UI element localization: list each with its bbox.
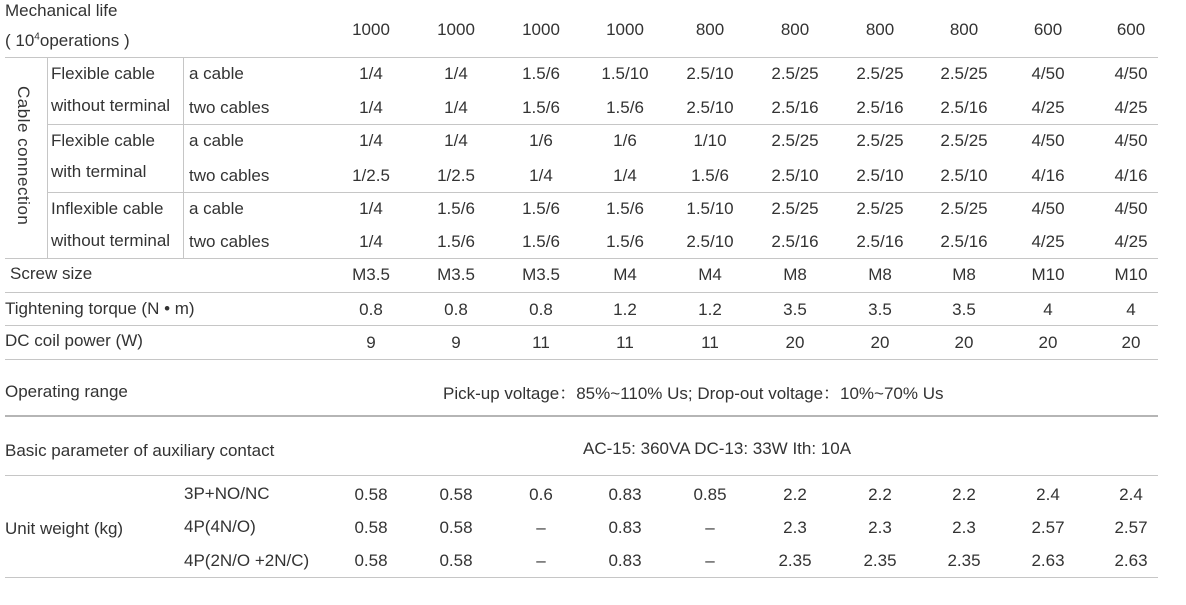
value-cell: 4/50 [1114, 199, 1148, 218]
value-cell: 0.58 [439, 551, 473, 570]
value-cell: 2.5/16 [856, 232, 904, 251]
value-cell: 4 [1043, 300, 1053, 319]
value-cell: 0.58 [354, 551, 388, 570]
value-cell: 2.5/25 [940, 64, 988, 83]
value-cell: 1/4 [359, 98, 383, 117]
cable-group-name: without terminal [51, 231, 171, 250]
value-cell: 0.8 [444, 300, 468, 319]
value-cell: 2.5/10 [771, 166, 819, 185]
value-cell: 4/50 [1031, 131, 1065, 150]
value-cell: 4/50 [1114, 131, 1148, 150]
value-cell: 1/4 [529, 166, 553, 185]
value-cell: 4/50 [1031, 64, 1065, 83]
value-cell: 1/6 [613, 131, 637, 150]
value-cell: 3.5 [952, 300, 976, 319]
value-cell: 2.5/16 [940, 232, 988, 251]
value-cell: 2.5/16 [771, 98, 819, 117]
value-cell: 1/4 [359, 131, 383, 150]
value-cell: 800 [865, 20, 895, 39]
value-cell: 1000 [522, 20, 560, 39]
value-cell: 1/4 [444, 98, 468, 117]
value-cell: 1.5/6 [437, 232, 475, 251]
value-cell: 0.8 [529, 300, 553, 319]
value-cell: 0.58 [439, 485, 473, 504]
value-cell: 1000 [606, 20, 644, 39]
value-cell: 9 [366, 333, 376, 352]
row-divider [5, 292, 1158, 293]
value-cell: 2.5/25 [771, 64, 819, 83]
value-cell: 0.58 [439, 518, 473, 537]
auxiliary-contact-label: Basic parameter of auxiliary contact [5, 441, 275, 460]
row-divider [5, 475, 1158, 476]
value-cell: 0.8 [359, 300, 383, 319]
row-divider [5, 57, 1158, 58]
value-cell: 0.83 [608, 485, 642, 504]
value-cell: 1/2.5 [352, 166, 390, 185]
unit-weight-row-label: 4P(2N/O +2N/C) [184, 551, 310, 570]
value-cell: M3.5 [352, 265, 390, 284]
cable-row-label: a cable [189, 199, 244, 218]
mechanical-life-label: Mechanical life [5, 1, 118, 20]
value-cell: 1/4 [444, 131, 468, 150]
value-cell: 1.2 [613, 300, 637, 319]
value-cell: 1000 [437, 20, 475, 39]
value-cell: 1.5/6 [606, 232, 644, 251]
value-cell: 1.5/6 [522, 64, 560, 83]
value-cell: 1.5/10 [686, 199, 734, 218]
cable-group-name: without terminal [51, 96, 171, 115]
value-cell: – [536, 551, 546, 570]
value-cell: 2.5/25 [771, 131, 819, 150]
unit-weight-label: Unit weight (kg) [5, 519, 124, 538]
tightening-torque-label: Tightening torque (N • m) [5, 299, 195, 318]
value-cell: 1.5/6 [606, 199, 644, 218]
value-cell: 2.5/25 [856, 131, 904, 150]
value-cell: 11 [701, 333, 719, 352]
operating-range-text: Pick-up voltage：85%~110% Us; Drop-out voltage：10%~70% Us [443, 384, 944, 403]
screw-size-label: Screw size [10, 264, 93, 283]
value-cell: 1/4 [444, 64, 468, 83]
value-cell: 2.2 [868, 485, 892, 504]
value-cell: 2.5/25 [856, 64, 904, 83]
value-cell: – [705, 518, 715, 537]
value-cell: 20 [1121, 333, 1141, 352]
value-cell: – [536, 518, 546, 537]
value-cell: 2.5/25 [940, 199, 988, 218]
value-cell: M8 [868, 265, 892, 284]
row-divider [5, 325, 1158, 326]
value-cell: 2.5/16 [856, 98, 904, 117]
value-cell: 2.5/25 [771, 199, 819, 218]
value-cell: 0.58 [354, 518, 388, 537]
value-cell: 1/10 [693, 131, 727, 150]
value-cell: 11 [616, 333, 634, 352]
column-divider [47, 57, 48, 258]
mechanical-life-unit: ( $10^4operations$ ) [5, 31, 130, 50]
value-cell: 2.5/25 [940, 131, 988, 150]
value-cell: 1.5/10 [601, 64, 649, 83]
value-cell: 1.5/6 [606, 98, 644, 117]
value-cell: 20 [954, 333, 974, 352]
value-cell: 0.85 [693, 485, 727, 504]
value-cell: 2.63 [1114, 551, 1148, 570]
value-cell: 2.5/10 [686, 64, 734, 83]
value-cell: M8 [952, 265, 976, 284]
value-cell: 1/6 [529, 131, 553, 150]
cable-row-label: two cables [189, 232, 270, 251]
cable-group-name: Flexible cable [51, 64, 155, 83]
cable-row-label: two cables [189, 166, 270, 185]
value-cell: 2.5/16 [940, 98, 988, 117]
value-cell: 2.3 [952, 518, 976, 537]
value-cell: 2.4 [1036, 485, 1060, 504]
cable-connection-label: Cable connection [14, 86, 33, 226]
value-cell: 2.3 [783, 518, 807, 537]
value-cell: M4 [613, 265, 637, 284]
value-cell: M4 [698, 265, 722, 284]
value-cell: 2.5/10 [856, 166, 904, 185]
unit-weight-row-label: 3P+NO/NC [184, 484, 270, 503]
value-cell: 1.5/6 [437, 199, 475, 218]
value-cell: M3.5 [437, 265, 475, 284]
dc-coil-power-label: DC coil power (W) [5, 331, 143, 350]
value-cell: 20 [1038, 333, 1058, 352]
value-cell: 4/16 [1114, 166, 1148, 185]
value-cell: 2.5/10 [940, 166, 988, 185]
value-cell: 20 [870, 333, 890, 352]
value-cell: 4/50 [1114, 64, 1148, 83]
value-cell: 2.57 [1031, 518, 1065, 537]
value-cell: 1.5/6 [522, 98, 560, 117]
value-cell: 4/25 [1114, 232, 1148, 251]
value-cell: 2.57 [1114, 518, 1148, 537]
cable-row-label: two cables [189, 98, 270, 117]
value-cell: 4/25 [1114, 98, 1148, 117]
value-cell: 0.83 [608, 518, 642, 537]
value-cell: 1/4 [613, 166, 637, 185]
row-divider [5, 577, 1158, 578]
row-divider [47, 124, 1158, 125]
value-cell: 0.6 [529, 485, 553, 504]
value-cell: 4/25 [1031, 232, 1065, 251]
value-cell: – [705, 551, 715, 570]
row-divider [5, 258, 1158, 259]
value-cell: 11 [532, 333, 550, 352]
value-cell: 4 [1126, 300, 1136, 319]
operating-range-label: Operating range [5, 382, 128, 401]
value-cell: 2.63 [1031, 551, 1065, 570]
value-cell: 1000 [352, 20, 390, 39]
value-cell: 1/4 [359, 232, 383, 251]
value-cell: 2.5/10 [686, 232, 734, 251]
value-cell: 0.83 [608, 551, 642, 570]
value-cell: 2.5/10 [686, 98, 734, 117]
value-cell: 2.3 [868, 518, 892, 537]
value-cell: 2.2 [783, 485, 807, 504]
value-cell: 600 [1033, 20, 1063, 39]
column-divider [183, 57, 184, 258]
value-cell: 1/4 [359, 199, 383, 218]
cable-group-name: Flexible cable [51, 131, 155, 150]
value-cell: 2.35 [947, 551, 981, 570]
value-cell: 20 [785, 333, 805, 352]
value-cell: M10 [1114, 265, 1148, 284]
cable-row-label: a cable [189, 131, 244, 150]
row-divider [5, 415, 1158, 417]
cable-group-name: with terminal [51, 162, 147, 181]
value-cell: 1/2.5 [437, 166, 475, 185]
value-cell: 4/50 [1031, 199, 1065, 218]
cable-row-label: a cable [189, 64, 244, 83]
value-cell: M10 [1031, 265, 1065, 284]
row-divider [47, 192, 1158, 193]
value-cell: 1.5/6 [522, 232, 560, 251]
value-cell: 1.2 [698, 300, 722, 319]
value-cell: 3.5 [868, 300, 892, 319]
cable-group-name: Inflexible cable [51, 199, 164, 218]
value-cell: 2.2 [952, 485, 976, 504]
value-cell: M3.5 [522, 265, 560, 284]
value-cell: 2.5/25 [856, 199, 904, 218]
value-cell: 4/16 [1031, 166, 1065, 185]
value-cell: 4/25 [1031, 98, 1065, 117]
value-cell: 1.5/6 [522, 199, 560, 218]
value-cell: 2.35 [863, 551, 897, 570]
value-cell: 2.4 [1119, 485, 1143, 504]
value-cell: 2.5/16 [771, 232, 819, 251]
value-cell: 0.58 [354, 485, 388, 504]
value-cell: 600 [1116, 20, 1146, 39]
value-cell: 800 [780, 20, 810, 39]
unit-weight-row-label: 4P(4N/O) [184, 517, 256, 536]
value-cell: M8 [783, 265, 807, 284]
auxiliary-contact-text: AC-15: 360VA DC-13: 33W Ith: 10A [583, 439, 852, 458]
value-cell: 1/4 [359, 64, 383, 83]
value-cell: 3.5 [783, 300, 807, 319]
value-cell: 9 [451, 333, 461, 352]
value-cell: 800 [949, 20, 979, 39]
value-cell: 2.35 [778, 551, 812, 570]
value-cell: 1.5/6 [691, 166, 729, 185]
value-cell: 800 [695, 20, 725, 39]
row-divider [5, 359, 1158, 360]
